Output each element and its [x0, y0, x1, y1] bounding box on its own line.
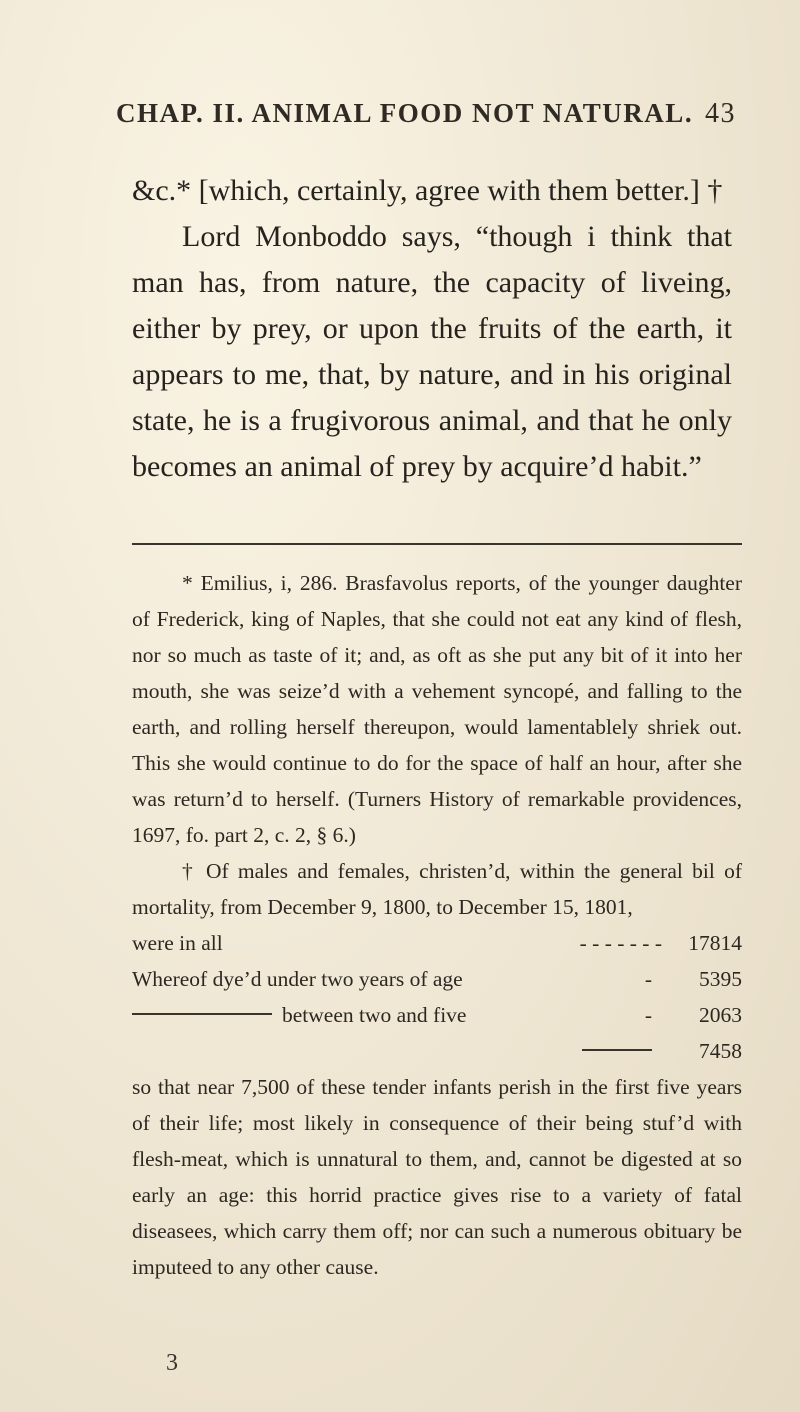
stat-label: were in all — [132, 931, 223, 955]
footnote-2-rest: so that near 7,500 of these tender infants perish in the first five years of their life; most likely in consequence of their being stuf’d with flesh-meat, which is unnatural to them, and, cannot be digested at so early an age: this horrid practice gives rise to a variety of fatal diseasees, which carry them off; nor can such a numerous obituary be imputeed to any other cause. — [132, 1075, 742, 1279]
stat-dashes: - — [644, 967, 652, 991]
footnote-1: * Emilius, i, 286. Brasfavolus reports, of the younger daughter of Frederick, king of Naples, that she could not eat any kind of flesh, nor so much as taste of it; and, as oft as she put any bit of it into her mouth, she was seize’d with a vehement syncopé, and falling to the earth, and rolling herself thereupon, would lamentablely shriek out. This she would continue to do for the space of half an hour, after she was return’d to herself. (Turners History of remarkable providences, 1697, fo. part 2, c. 2, § 6.) — [132, 571, 742, 847]
sum-line — [582, 1049, 652, 1051]
footnote-rule — [132, 543, 742, 545]
stat-value: 7458 — [699, 1039, 742, 1063]
footnote-2-intro: † Of males and females, christen’d, within the general bil of mortality, from December 9, 1800, to December 15, 1801, — [132, 859, 742, 919]
running-header — [116, 98, 736, 130]
page-number: 43 — [705, 98, 736, 129]
table-row — [132, 1033, 742, 1069]
stat-label: between two and five — [282, 1003, 467, 1027]
mortality-table — [132, 925, 742, 1069]
ditto-line — [132, 1013, 272, 1015]
stat-value: 17814 — [688, 931, 742, 955]
stat-label: Whereof dye’d under two years of age — [132, 967, 463, 991]
table-row — [132, 997, 742, 1033]
table-row — [132, 961, 742, 997]
table-row — [132, 925, 742, 961]
stat-dashes: - - - - - - - — [579, 931, 662, 955]
running-title: CHAP. II. ANIMAL FOOD NOT NATURAL. — [116, 98, 694, 128]
footnotes — [132, 565, 742, 1285]
stat-value: 5395 — [699, 967, 742, 991]
stat-label-wrap — [132, 997, 645, 1033]
main-text — [132, 168, 732, 490]
stat-dashes: - — [644, 1003, 652, 1027]
stat-value: 2063 — [699, 1003, 742, 1027]
main-paragraph-1: &c.* [which, certainly, agree with them better.] † — [132, 174, 723, 207]
signature-mark: 3 — [166, 1350, 178, 1376]
main-paragraph-2: Lord Monboddo says, “though i think that man has, from nature, the capacity of liveing, either by prey, or upon the fruits of the earth, it appears to me, that, by nature, and in his original state, he is a frugivorous animal, and that he only becomes an animal of prey by acquire’d habit.” — [132, 220, 732, 483]
